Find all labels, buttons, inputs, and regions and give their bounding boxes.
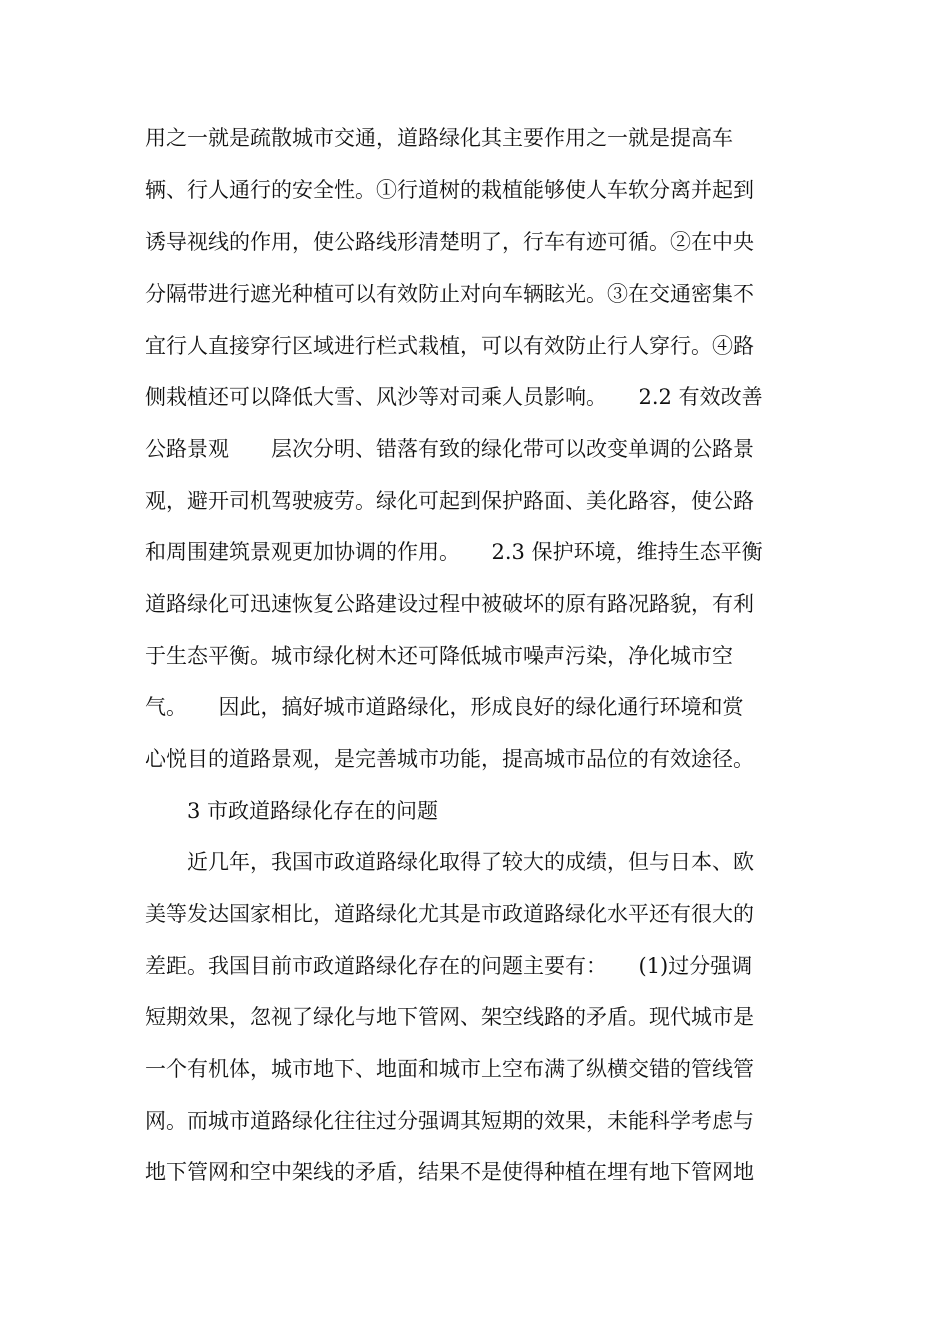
text-line: 近几年，我国市政道路绿化取得了较大的成绩，但与日本、欧 bbox=[187, 850, 754, 874]
text-line: 观，避开司机驾驶疲劳。绿化可起到保护路面、美化路容，使公路 bbox=[145, 489, 754, 513]
text-line: 地下管网和空中架线的矛盾，结果不是使得种植在埋有地下管网地 bbox=[145, 1160, 754, 1184]
text-line: 分隔带进行遮光种植可以有效防止对向车辆眩光。③在交通密集不 bbox=[145, 282, 754, 306]
text-line: 气。 因此，搞好城市道路绿化，形成良好的绿化通行环境和赏 bbox=[145, 695, 744, 719]
text-line: 差距。我国目前市政道路绿化存在的问题主要有： (1)过分强调 bbox=[145, 954, 753, 978]
text-line: 道路绿化可迅速恢复公路建设过程中被破坏的原有路况路貌，有利 bbox=[145, 592, 754, 616]
text-line: 美等发达国家相比，道路绿化尤其是市政道路绿化水平还有很大的 bbox=[145, 902, 754, 926]
text-line: 公路景观 层次分明、错落有致的绿化带可以改变单调的公路景 bbox=[145, 437, 754, 461]
text-line: 宜行人直接穿行区域进行栏式栽植，可以有效防止行人穿行。④路 bbox=[145, 334, 754, 358]
text-line: 于生态平衡。城市绿化树木还可降低城市噪声污染，净化城市空 bbox=[145, 644, 733, 668]
text-line: 网。而城市道路绿化往往过分强调其短期的效果，未能科学考虑与 bbox=[145, 1109, 754, 1133]
text-line: 短期效果，忽视了绿化与地下管网、架空线路的矛盾。现代城市是 bbox=[145, 1005, 754, 1029]
text-line: 和周围建筑景观更加协调的作用。 2.3 保护环境，维持生态平衡 bbox=[145, 540, 763, 564]
text-line: 一个有机体，城市地下、地面和城市上空布满了纵横交错的管线管 bbox=[145, 1057, 754, 1081]
text-line: 辆、行人通行的安全性。①行道树的栽植能够使人车软分离并起到 bbox=[145, 178, 754, 202]
text-line: 用之一就是疏散城市交通，道路绿化其主要作用之一就是提高车 bbox=[145, 126, 733, 150]
section-heading: 3 市政道路绿化存在的问题 bbox=[187, 799, 439, 823]
text-line: 诱导视线的作用，使公路线形清楚明了，行车有迹可循。②在中央 bbox=[145, 230, 754, 254]
text-line: 侧栽植还可以降低大雪、风沙等对司乘人员影响。 2.2 有效改善 bbox=[145, 385, 763, 409]
text-line: 心悦目的道路景观，是完善城市功能，提高城市品位的有效途径。 bbox=[145, 747, 754, 771]
